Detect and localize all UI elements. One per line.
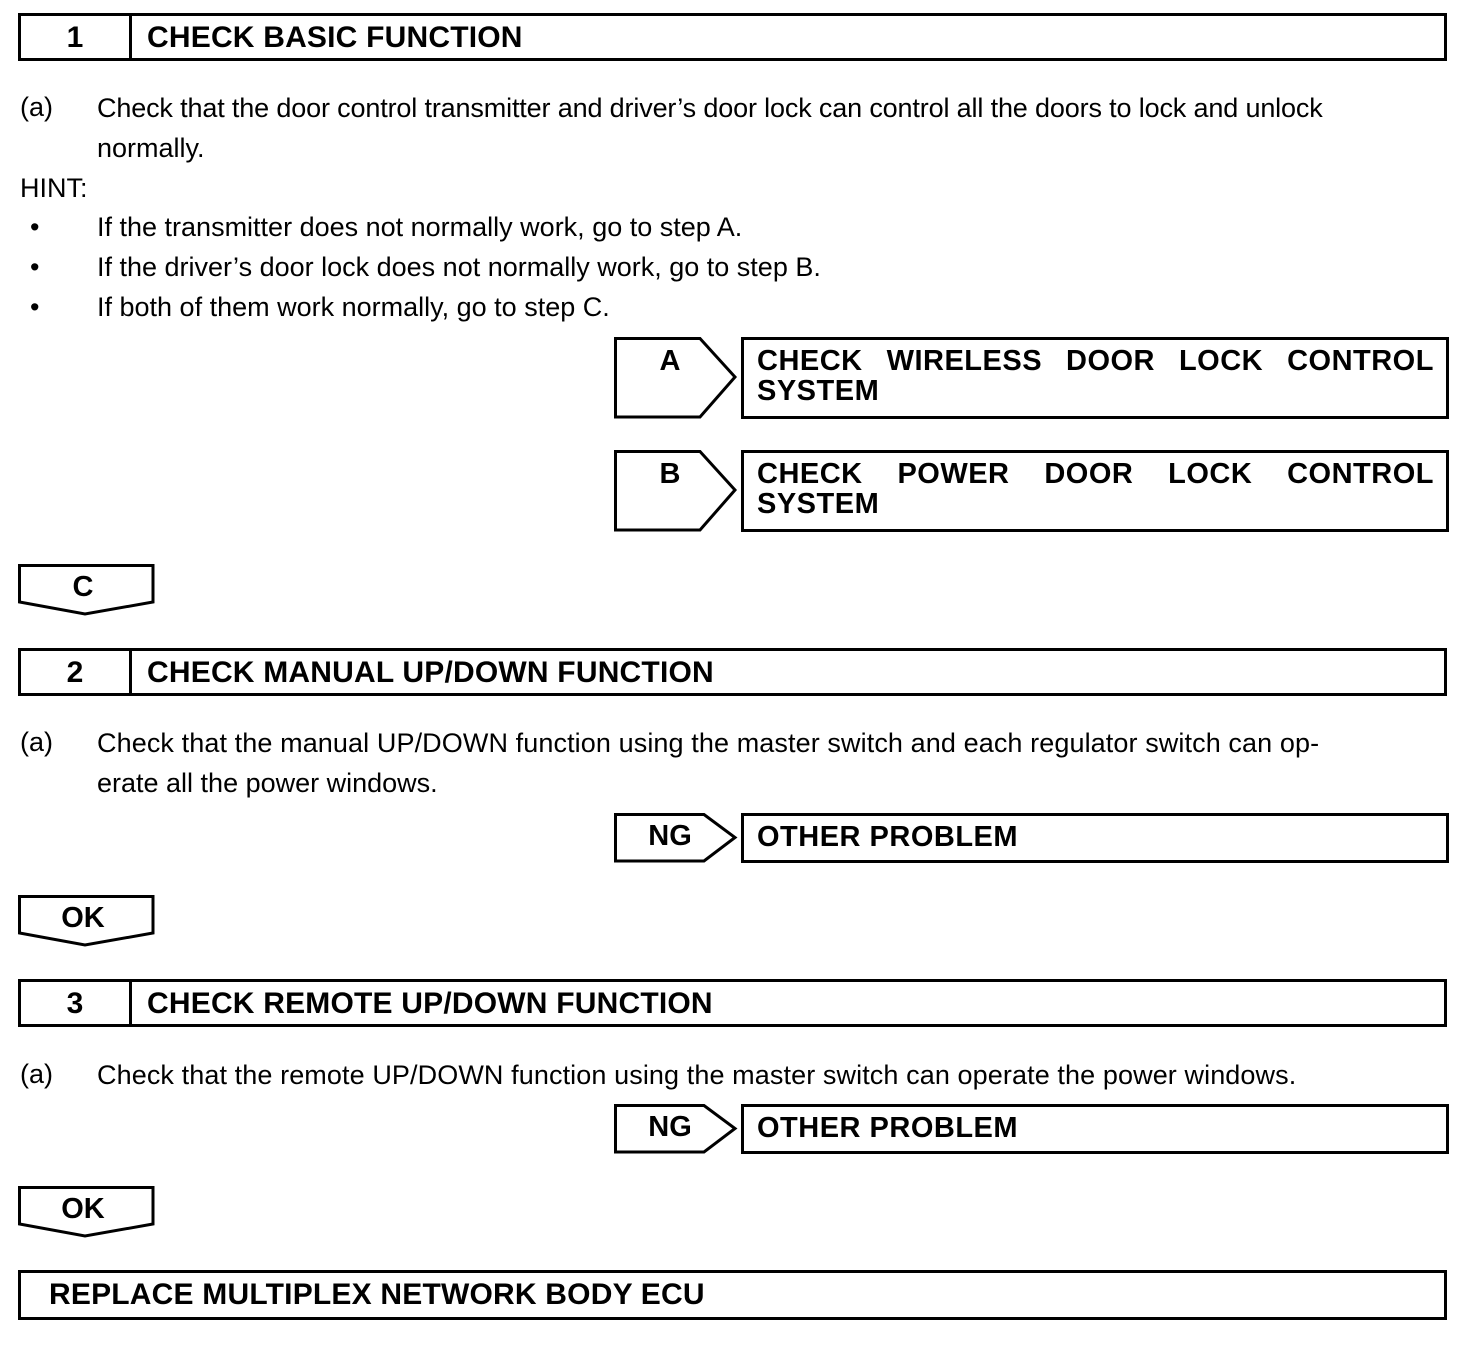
final-action-title: REPLACE MULTIPLEX NETWORK BODY ECU bbox=[49, 1278, 705, 1311]
result-word: POWER bbox=[897, 458, 1010, 490]
step-1-header bbox=[18, 13, 1447, 61]
instruction-line-2: normally. bbox=[97, 133, 205, 163]
result-word: CONTROL bbox=[1287, 345, 1434, 377]
step-number: 1 bbox=[21, 16, 132, 58]
flag-c-label: C bbox=[72, 571, 94, 603]
step-title: CHECK BASIC FUNCTION bbox=[147, 21, 523, 54]
result-b-line-1 bbox=[757, 459, 1434, 489]
item-label: (a) bbox=[20, 727, 53, 757]
hint-bullet: If the transmitter does not normally work, go to step A. bbox=[97, 212, 743, 242]
result-word: CHECK bbox=[757, 345, 863, 377]
instruction-line-1: Check that the manual UP/DOWN function using the master switch and each regulator switch can op- bbox=[97, 728, 1320, 758]
ng-flag-label: NG bbox=[648, 820, 692, 852]
result-word: DOOR bbox=[1044, 458, 1134, 490]
result-b-box bbox=[741, 450, 1449, 532]
step-3-header bbox=[18, 979, 1447, 1027]
result-b-line-2: SYSTEM bbox=[757, 488, 880, 520]
ng-flag-label: NG bbox=[648, 1111, 692, 1143]
step-title: CHECK REMOTE UP/DOWN FUNCTION bbox=[147, 987, 713, 1020]
ok-flag-label: OK bbox=[61, 1193, 105, 1225]
item-label: (a) bbox=[20, 92, 53, 122]
result-word: LOCK bbox=[1178, 345, 1264, 377]
hint-bullet: If the driver’s door lock does not normally work, go to step B. bbox=[97, 252, 821, 282]
instruction-line-2: erate all the power windows. bbox=[97, 768, 438, 798]
step-number: 2 bbox=[21, 651, 132, 693]
step-number: 3 bbox=[21, 982, 132, 1024]
bullet-icon: • bbox=[30, 252, 40, 282]
flag-a-label: A bbox=[659, 345, 681, 377]
ng-result-box bbox=[741, 1104, 1449, 1154]
result-a-box bbox=[741, 337, 1449, 419]
result-word: WIRELESS bbox=[886, 345, 1043, 377]
step-title: CHECK MANUAL UP/DOWN FUNCTION bbox=[147, 656, 714, 689]
result-word: DOOR bbox=[1066, 345, 1155, 377]
hint-label: HINT: bbox=[20, 173, 88, 203]
instruction-text: Check that the remote UP/DOWN function using the master switch can operate the power windows. bbox=[97, 1060, 1297, 1090]
hint-bullet: If both of them work normally, go to step C. bbox=[97, 292, 610, 322]
ng-result-box bbox=[741, 813, 1449, 863]
instruction-text bbox=[97, 88, 1452, 168]
result-word: CONTROL bbox=[1287, 458, 1434, 490]
bullet-icon: • bbox=[30, 292, 40, 322]
final-action-box bbox=[18, 1270, 1447, 1320]
instruction-text bbox=[97, 723, 1452, 803]
instruction-line-1: Check that the door control transmitter and driver’s door lock can control all the doors to lock and unlock bbox=[97, 93, 1323, 123]
ng-result-text: OTHER PROBLEM bbox=[757, 1112, 1019, 1144]
step-2-header bbox=[18, 648, 1447, 696]
result-word: LOCK bbox=[1168, 458, 1253, 490]
ng-result-text: OTHER PROBLEM bbox=[757, 821, 1019, 853]
result-word: CHECK bbox=[757, 458, 863, 490]
flag-b-label: B bbox=[659, 458, 681, 490]
ok-flag-label: OK bbox=[61, 902, 105, 934]
result-a-line-1 bbox=[757, 346, 1434, 376]
bullet-icon: • bbox=[30, 212, 40, 242]
result-a-line-2: SYSTEM bbox=[757, 375, 880, 407]
item-label: (a) bbox=[20, 1059, 53, 1089]
